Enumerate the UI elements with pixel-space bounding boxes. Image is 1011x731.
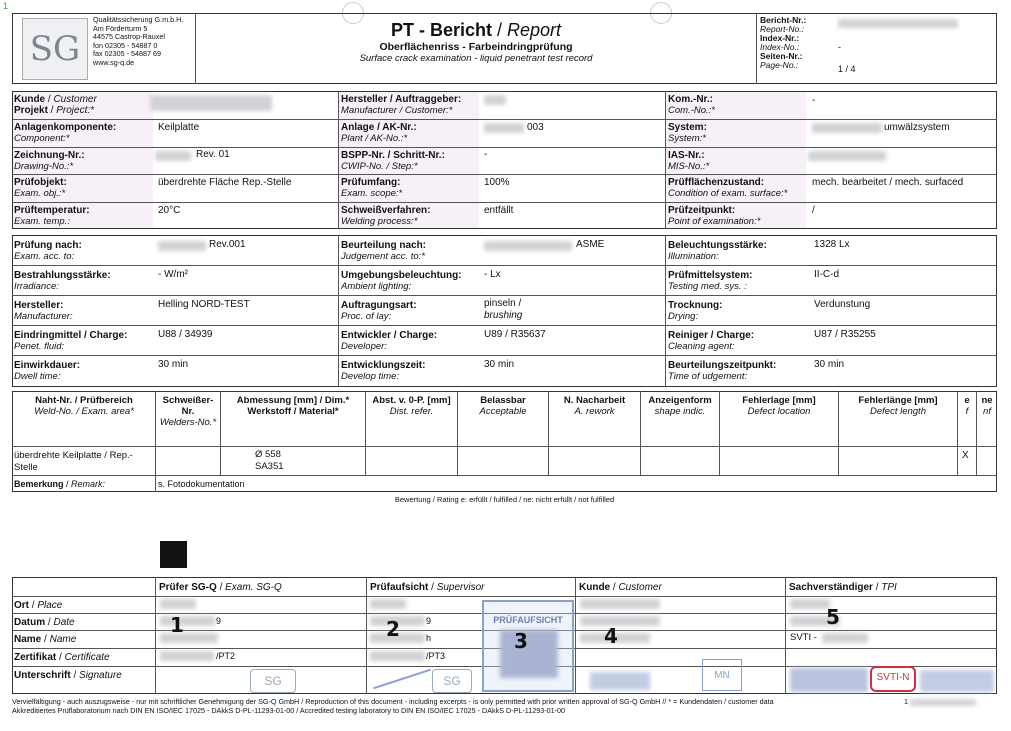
company-name: Qualitätssicherung G.m.b.H. [93, 15, 184, 24]
scope-value: 100% [484, 177, 510, 188]
supervisor-name-tail: h [426, 633, 432, 643]
row-certificate: Zertifikat / Certificate [14, 652, 110, 663]
welding-value: entfällt [484, 205, 514, 216]
manufacturer-label: Hersteller / Auftraggeber: Manufacturer / Customer:* [341, 94, 462, 116]
penetrant-value: U88 / 34939 [158, 329, 213, 340]
report-no-label: Bericht-Nr.: [760, 15, 807, 25]
company-street: Am Förderturm 5 [93, 23, 148, 33]
row-name: Name / Name [14, 634, 77, 645]
pages-label-en: Page-No.: [760, 60, 799, 70]
supervisor-cert-tail: /PT3 [426, 651, 446, 661]
examiner-cert-tail: /PT2 [216, 651, 236, 661]
pruefaufsicht-stamp [482, 600, 574, 692]
sgq-sig-supervisor: SG [432, 669, 472, 693]
point-value: / [812, 205, 815, 216]
examiner-date-tail: 9 [216, 616, 222, 626]
annotation-5: 5 [826, 605, 840, 629]
index-no-label-en: Index-No.: [760, 42, 800, 52]
customer-date-redacted [580, 616, 660, 626]
mfr-value: Helling NORD-TEST [158, 299, 250, 310]
manufacturer-redacted [484, 95, 506, 105]
object-value: überdrehte Fläche Rep.-Stelle [158, 177, 292, 188]
develop-time-value: 30 min [484, 359, 515, 370]
tpi-sig-redacted [790, 668, 868, 692]
lay-label: Auftragungsart: Proc. of lay: [341, 300, 417, 322]
page-marker: 1 [3, 1, 9, 11]
report-no-redacted [838, 19, 958, 28]
company-fax: fax 02305 - 54887 69 [93, 49, 161, 59]
result-area: überdrehte Keilplatte / Rep.-Stelle [14, 450, 133, 473]
company-city: 44575 Castrop-Rauxel [93, 32, 165, 42]
dwell-value: 30 min [158, 359, 189, 370]
col-examiner: Prüfer SG-Q / Exam. SG-Q [159, 582, 282, 593]
title-sep: / [491, 20, 507, 40]
annotation-3: 3 [514, 629, 528, 653]
judgement-redacted [484, 241, 572, 251]
plant-value: 003 [527, 122, 544, 133]
supervisor-place-redacted [370, 599, 406, 609]
examiner-place-redacted [160, 599, 196, 609]
drawing-label: Zeichnung-Nr.: Drawing-No.:* [14, 150, 85, 172]
rating-note: Bewertung / Rating e: erfüllt / fulfilled / ne: nicht erfüllt / not fulfilled [394, 495, 615, 504]
col-distance: Abst. v. 0-P. [mm] Dist. refer. [372, 395, 451, 417]
remark-value: s. Fotodokumentation [158, 479, 245, 489]
judgement-label: Beurteilung nach: Judgement acc. to:* [341, 240, 427, 262]
footer-line-1: Vervielfältigung - auch auszugsweise - nur mit schriftlicher Genehmigung der SG-Q GmbH / Reproduction of this document - including excerpts - is only permitted with prior written approval of SG-Q GmbH // * = Kundendaten / customer data [12, 697, 774, 706]
tpi-name-redacted [822, 633, 868, 643]
drawing-redacted [155, 151, 191, 161]
supervisor-cert-redacted [370, 651, 425, 661]
system-label: System: System:* [668, 122, 707, 144]
tpi-stamp-redacted [920, 670, 994, 692]
component-value: Keilplatte [158, 122, 200, 133]
exam-acc-label: Prüfung nach: Exam. acc. to: [14, 240, 82, 262]
illumination-label: Beleuchtungsstärke: Illumination: [668, 240, 767, 262]
col-shape: Anzeigenform shape indic. [648, 395, 712, 417]
exam-acc-value: Rev.001 [209, 239, 246, 250]
index-no-label: Index-Nr.: [760, 33, 800, 43]
col-e: e f [964, 395, 970, 417]
object-label: Prüfobjekt: Exam. obj.:* [14, 177, 67, 199]
remark-label: Bemerkung / Remark: [14, 479, 106, 489]
penetrant-label: Eindringmittel / Charge: Penet. fluid: [14, 330, 128, 352]
surface-label: Prüfflächenzustand: Condition of exam. surface:* [668, 177, 788, 199]
col-customer: Kunde / Customer [579, 582, 662, 593]
bspp-value: - [484, 149, 488, 160]
col-supervisor: Prüfaufsicht / Supervisor [370, 582, 485, 593]
company-address [93, 16, 183, 68]
pages-label: Seiten-Nr.: [760, 51, 803, 61]
examiner-date-redacted [160, 616, 215, 626]
scope-label: Prüfumfang: Exam. scope:* [341, 177, 403, 199]
ias-label: IAS-Nr.: MIS-No.:* [668, 150, 710, 172]
point-label: Prüfzeitpunkt: Point of examination:* [668, 205, 761, 227]
supervisor-date-tail: 9 [426, 616, 432, 626]
col-defect-location: Fehlerlage [mm] Defect location [742, 395, 816, 417]
dwell-label: Einwirkdauer: Dwell time: [14, 360, 81, 382]
svti-stamp: SVTI-N [870, 666, 916, 692]
comno-label: Kom.-Nr.: Com.-No.:* [668, 94, 715, 116]
judgement-value: ASME [576, 239, 605, 250]
col-ne: ne nf [981, 395, 993, 417]
report-no-label-en: Report-No.: [760, 24, 804, 34]
title-de: PT - Bericht [390, 20, 492, 40]
drying-label: Trocknung: Drying: [668, 300, 723, 322]
report-title [196, 19, 756, 41]
index-no-value: - [838, 42, 841, 52]
tpi-name-prefix: SVTI - [790, 632, 817, 643]
irradiance-value: - W/m² [158, 269, 188, 280]
customer-label: Kunde / Customer Projekt / Project:* [14, 94, 97, 116]
bspp-label: BSPP-Nr. / Schritt-Nr.: CWIP-No. / Step:* [341, 150, 445, 172]
judgement-time-label: Beurteilungszeitpunkt: Time of udgement: [668, 360, 777, 382]
cleaner-value: U87 / R35255 [814, 329, 876, 340]
develop-time-label: Entwicklungszeit: Develop time: [341, 360, 426, 382]
footer-line-2: Akkreditiertes Prüflaboratorium nach DIN EN ISO/IEC 17025 - DAkkS D-PL-11293-01-00 / Accredited testing laboratory to DIN EN ISO/IEC 17025 - DAkkS D-PL-11293-01-00 [12, 706, 566, 715]
footer-page-tail: 1 [904, 697, 908, 706]
illumination-value: 1328 Lx [814, 239, 850, 250]
developer-label: Entwickler / Charge: Developer: [341, 330, 438, 352]
result-dimension: Ø 558 [255, 449, 281, 460]
ias-redacted [808, 151, 886, 161]
page-no-value: 1 / 4 [838, 64, 856, 74]
lay-value: pinseln / brushing [484, 298, 523, 321]
temp-value: 20°C [158, 205, 181, 216]
report-subtitle-de: Oberflächenriss - Farbeindringprüfung [379, 41, 573, 53]
col-rework: N. Nacharbeit A. rework [563, 395, 626, 417]
irradiance-label: Bestrahlungsstärke: Irradiance: [14, 270, 111, 292]
ambient-label: Umgebungsbeleuchtung: Ambient lighting: [341, 270, 462, 292]
plant-redacted [484, 123, 524, 133]
annotation-1: 1 [170, 613, 184, 637]
pruefaufsicht-stamp-text: PRÜFAUFSICHT [493, 615, 563, 625]
comno-value: - [812, 95, 816, 106]
exam-acc-redacted [158, 241, 206, 251]
logo-text: SG [29, 29, 81, 69]
annotation-4: 4 [604, 624, 618, 648]
component-label: Anlagenkomponente: Component:* [14, 122, 117, 144]
mn-stamp: MN [702, 659, 742, 691]
examiner-cert-redacted [160, 651, 214, 661]
sgq-sig-examiner: SG [250, 669, 296, 693]
company-web: www.sg-q.de [93, 57, 135, 67]
system-value: umwälzsystem [884, 122, 950, 133]
welding-label: Schweißverfahren: Welding process:* [341, 205, 431, 227]
drawing-value: Rev. 01 [196, 149, 230, 160]
footer-redacted [910, 699, 976, 706]
company-logo [22, 18, 88, 80]
col-welder-no: Schweißer-Nr. Welders-No.* [159, 395, 217, 428]
ambient-value: - Lx [484, 269, 501, 280]
col-dimension: Abmessung [mm] / Dim.* Werkstoff / Material* [236, 395, 350, 417]
temp-label: Prüftemperatur: Exam. temp.: [14, 205, 90, 227]
title-en: Report [507, 20, 562, 40]
company-phone: fon 02305 - 54887 0 [93, 40, 158, 50]
col-weld-no: Naht-Nr. / Prüfbereich Weld-No. / Exam. area* [34, 395, 134, 417]
row-signature: Unterschrift / Signature [14, 670, 122, 681]
black-marker [160, 541, 187, 568]
developer-value: U89 / R35637 [484, 329, 546, 340]
test-system-value: II-C-d [814, 269, 839, 280]
result-material: SA351 [255, 461, 284, 472]
annotation-2: 2 [386, 617, 400, 641]
system-redacted [812, 123, 882, 133]
result-e-mark: X [962, 450, 969, 461]
row-date: Datum / Date [14, 617, 75, 628]
mfr-label: Hersteller: Manufacturer: [14, 300, 73, 322]
test-system-label: Prüfmittelsystem: Testing med. sys. : [668, 270, 753, 292]
customer-redacted [150, 95, 272, 111]
drying-value: Verdunstung [814, 299, 871, 310]
report-info [760, 16, 806, 70]
customer-place-redacted [580, 599, 660, 609]
stamp-redaction [500, 630, 558, 678]
judgement-time-value: 30 min [814, 359, 845, 370]
examiner-name-redacted [160, 633, 218, 643]
row-place: Ort / Place [14, 600, 63, 611]
report-subtitle-en: Surface crack examination - liquid penetrant test record [359, 53, 593, 64]
tpi-place-redacted [790, 599, 830, 609]
customer-sig-redacted [590, 672, 650, 690]
col-defect-length: Fehlerlänge [mm] Defect length [858, 395, 938, 417]
cleaner-label: Reiniger / Charge: Cleaning agent: [668, 330, 755, 352]
col-acceptable: Belassbar Acceptable [479, 395, 527, 417]
plant-label: Anlage / AK-Nr.: Plant / AK-No.:* [341, 122, 417, 144]
surface-value: mech. bearbeitet / mech. surfaced [812, 177, 964, 188]
col-tpi: Sachverständiger / TPI [789, 582, 897, 593]
